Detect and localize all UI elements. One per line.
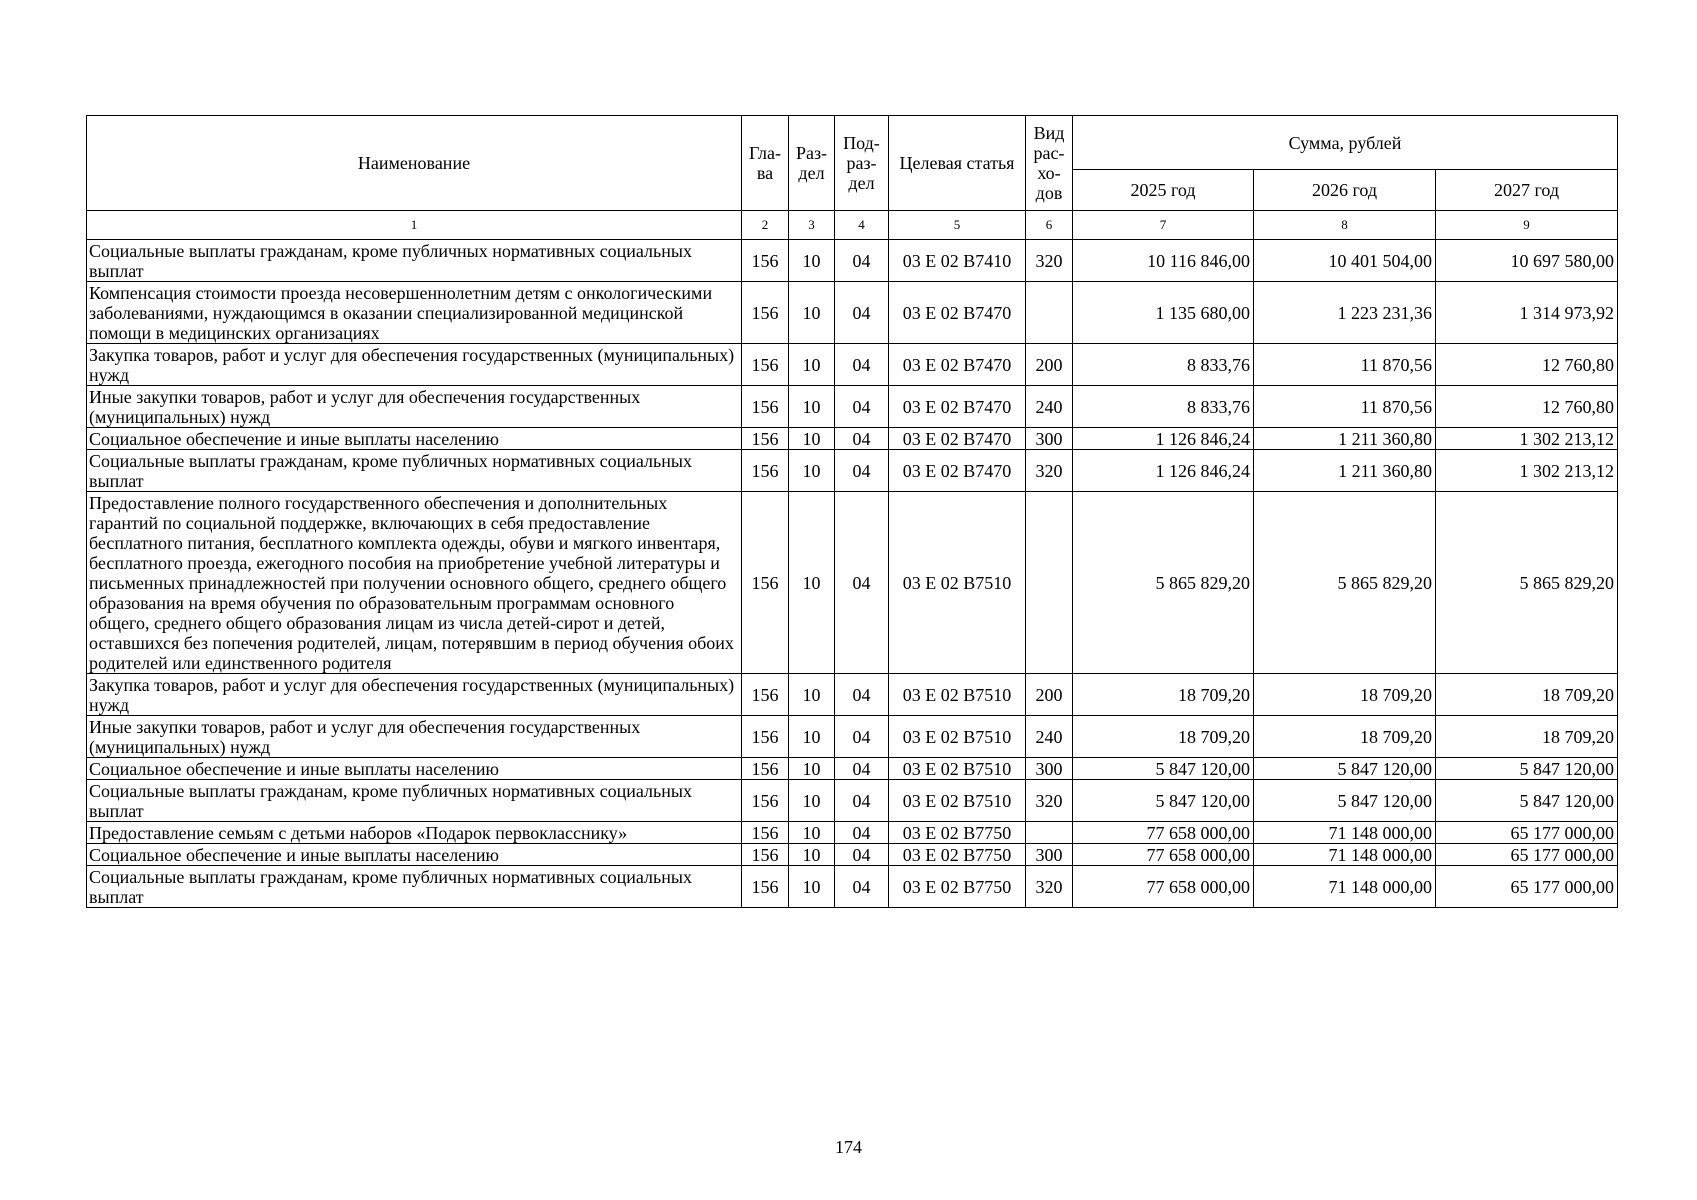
row-sum-2027-cell: 5 847 120,00 — [1436, 780, 1618, 822]
header-podrazdel: Под-раз-дел — [835, 116, 889, 211]
row-name-cell: Социальное обеспечение и иные выплаты населению — [87, 428, 742, 450]
table-row — [87, 344, 1618, 386]
row-glava-cell: 156 — [742, 844, 789, 866]
table-row — [87, 866, 1618, 908]
row-razdel-cell: 10 — [789, 844, 835, 866]
row-razdel-cell: 10 — [789, 240, 835, 282]
row-sum-2025-cell: 5 847 120,00 — [1073, 758, 1254, 780]
row-podrazdel-cell: 04 — [835, 450, 889, 492]
row-sum-2026-cell: 10 401 504,00 — [1254, 240, 1436, 282]
row-glava-cell: 156 — [742, 450, 789, 492]
row-name-cell: Закупка товаров, работ и услуг для обеспечения государственных (муниципальных) нужд — [87, 344, 742, 386]
row-sum-2027-cell: 65 177 000,00 — [1436, 844, 1618, 866]
row-sum-2027-cell: 1 302 213,12 — [1436, 428, 1618, 450]
row-vid-rashodov-cell: 200 — [1026, 344, 1073, 386]
row-sum-2025-cell: 5 847 120,00 — [1073, 780, 1254, 822]
row-celevaya-statya-cell: 03 Е 02 В7510 — [889, 492, 1026, 674]
row-name-cell: Социальные выплаты гражданам, кроме публичных нормативных социальных выплат — [87, 780, 742, 822]
row-podrazdel-cell: 04 — [835, 716, 889, 758]
table-row — [87, 780, 1618, 822]
row-sum-2026-cell: 5 847 120,00 — [1254, 758, 1436, 780]
row-podrazdel-cell: 04 — [835, 386, 889, 428]
row-sum-2025-cell: 8 833,76 — [1073, 386, 1254, 428]
row-sum-2026-cell: 5 865 829,20 — [1254, 492, 1436, 674]
row-sum-2025-cell: 8 833,76 — [1073, 344, 1254, 386]
row-sum-2027-cell: 1 314 973,92 — [1436, 282, 1618, 344]
row-razdel-cell: 10 — [789, 822, 835, 844]
row-glava-cell: 156 — [742, 428, 789, 450]
table-row — [87, 450, 1618, 492]
row-podrazdel-cell: 04 — [835, 758, 889, 780]
table-row — [87, 428, 1618, 450]
header-year-2025: 2025 год — [1073, 170, 1254, 211]
row-sum-2026-cell: 1 211 360,80 — [1254, 450, 1436, 492]
table-row — [87, 492, 1618, 674]
row-sum-2026-cell: 11 870,56 — [1254, 386, 1436, 428]
row-celevaya-statya-cell: 03 Е 02 В7470 — [889, 386, 1026, 428]
row-sum-2026-cell: 1 211 360,80 — [1254, 428, 1436, 450]
row-sum-2026-cell: 11 870,56 — [1254, 344, 1436, 386]
row-sum-2027-cell: 10 697 580,00 — [1436, 240, 1618, 282]
row-sum-2025-cell: 77 658 000,00 — [1073, 822, 1254, 844]
row-name-cell: Социальные выплаты гражданам, кроме публичных нормативных социальных выплат — [87, 240, 742, 282]
row-vid-rashodov-cell: 320 — [1026, 780, 1073, 822]
row-razdel-cell: 10 — [789, 282, 835, 344]
row-vid-rashodov-cell: 300 — [1026, 758, 1073, 780]
row-sum-2026-cell: 5 847 120,00 — [1254, 780, 1436, 822]
row-podrazdel-cell: 04 — [835, 282, 889, 344]
row-glava-cell: 156 — [742, 674, 789, 716]
row-vid-rashodov-cell: 320 — [1026, 240, 1073, 282]
row-glava-cell: 156 — [742, 866, 789, 908]
row-glava-cell: 156 — [742, 386, 789, 428]
row-podrazdel-cell: 04 — [835, 344, 889, 386]
row-sum-2027-cell: 18 709,20 — [1436, 716, 1618, 758]
row-sum-2025-cell: 1 135 680,00 — [1073, 282, 1254, 344]
row-celevaya-statya-cell: 03 Е 02 В7410 — [889, 240, 1026, 282]
row-sum-2027-cell: 18 709,20 — [1436, 674, 1618, 716]
table-row — [87, 240, 1618, 282]
row-glava-cell: 156 — [742, 282, 789, 344]
row-razdel-cell: 10 — [789, 758, 835, 780]
row-celevaya-statya-cell: 03 Е 02 В7470 — [889, 282, 1026, 344]
row-podrazdel-cell: 04 — [835, 844, 889, 866]
header-summa: Сумма, рублей — [1073, 116, 1618, 170]
row-celevaya-statya-cell: 03 Е 02 В7510 — [889, 716, 1026, 758]
row-razdel-cell: 10 — [789, 492, 835, 674]
row-sum-2026-cell: 71 148 000,00 — [1254, 866, 1436, 908]
column-number: 3 — [789, 211, 835, 240]
row-sum-2025-cell: 77 658 000,00 — [1073, 844, 1254, 866]
row-vid-rashodov-cell: 300 — [1026, 844, 1073, 866]
row-name-cell: Социальное обеспечение и иные выплаты населению — [87, 758, 742, 780]
header-glava: Гла-ва — [742, 116, 789, 211]
row-podrazdel-cell: 04 — [835, 492, 889, 674]
header-vid-rashodov: Вид рас-хо-дов — [1026, 116, 1073, 211]
row-celevaya-statya-cell: 03 Е 02 В7750 — [889, 844, 1026, 866]
row-sum-2026-cell: 18 709,20 — [1254, 716, 1436, 758]
page-number: 174 — [835, 1137, 862, 1157]
row-sum-2026-cell: 71 148 000,00 — [1254, 822, 1436, 844]
table-header — [87, 116, 1618, 240]
row-name-cell: Иные закупки товаров, работ и услуг для обеспечения государственных (муниципальных) нужд — [87, 716, 742, 758]
row-sum-2027-cell: 12 760,80 — [1436, 386, 1618, 428]
row-podrazdel-cell: 04 — [835, 780, 889, 822]
row-sum-2025-cell: 77 658 000,00 — [1073, 866, 1254, 908]
row-name-cell: Предоставление семьям с детьми наборов «Подарок первокласснику» — [87, 822, 742, 844]
table-body — [87, 240, 1618, 908]
row-sum-2025-cell: 1 126 846,24 — [1073, 428, 1254, 450]
row-sum-2027-cell: 65 177 000,00 — [1436, 866, 1618, 908]
row-vid-rashodov-cell — [1026, 822, 1073, 844]
row-podrazdel-cell: 04 — [835, 240, 889, 282]
row-name-cell: Социальные выплаты гражданам, кроме публичных нормативных социальных выплат — [87, 450, 742, 492]
row-celevaya-statya-cell: 03 Е 02 В7470 — [889, 450, 1026, 492]
row-celevaya-statya-cell: 03 Е 02 В7510 — [889, 674, 1026, 716]
column-number: 7 — [1073, 211, 1254, 240]
row-vid-rashodov-cell: 240 — [1026, 386, 1073, 428]
row-name-cell: Иные закупки товаров, работ и услуг для обеспечения государственных (муниципальных) нужд — [87, 386, 742, 428]
row-sum-2026-cell: 71 148 000,00 — [1254, 844, 1436, 866]
row-vid-rashodov-cell — [1026, 492, 1073, 674]
row-razdel-cell: 10 — [789, 450, 835, 492]
row-glava-cell: 156 — [742, 240, 789, 282]
row-glava-cell: 156 — [742, 822, 789, 844]
column-number: 1 — [87, 211, 742, 240]
row-razdel-cell: 10 — [789, 344, 835, 386]
table-row — [87, 844, 1618, 866]
header-year-2026: 2026 год — [1254, 170, 1436, 211]
table-row — [87, 822, 1618, 844]
row-name-cell: Социальное обеспечение и иные выплаты населению — [87, 844, 742, 866]
row-podrazdel-cell: 04 — [835, 822, 889, 844]
row-razdel-cell: 10 — [789, 386, 835, 428]
row-glava-cell: 156 — [742, 492, 789, 674]
row-podrazdel-cell: 04 — [835, 866, 889, 908]
row-sum-2025-cell: 1 126 846,24 — [1073, 450, 1254, 492]
column-number: 2 — [742, 211, 789, 240]
row-vid-rashodov-cell — [1026, 282, 1073, 344]
header-name: Наименование — [87, 116, 742, 211]
header-year-2027: 2027 год — [1436, 170, 1618, 211]
row-celevaya-statya-cell: 03 Е 02 В7510 — [889, 758, 1026, 780]
row-podrazdel-cell: 04 — [835, 674, 889, 716]
row-name-cell: Закупка товаров, работ и услуг для обеспечения государственных (муниципальных) нужд — [87, 674, 742, 716]
budget-table — [86, 115, 1618, 908]
row-sum-2027-cell: 5 865 829,20 — [1436, 492, 1618, 674]
column-numbers-row — [87, 211, 1618, 240]
table-row — [87, 674, 1618, 716]
row-glava-cell: 156 — [742, 344, 789, 386]
row-sum-2027-cell: 5 847 120,00 — [1436, 758, 1618, 780]
row-sum-2025-cell: 18 709,20 — [1073, 716, 1254, 758]
table-row — [87, 282, 1618, 344]
table-row — [87, 386, 1618, 428]
row-celevaya-statya-cell: 03 Е 02 В7750 — [889, 822, 1026, 844]
row-name-cell: Предоставление полного государственного обеспечения и дополнительных гарантий по социальной поддержке, включающих в себя предоставление бесплатного питания, бесплатного комплекта одежды, обуви и мягкого инвентаря, бесплатного проезда, ежегодного пособия на приобретение учебной литературы и письменных принадлежностей при получении основного общего, среднего общего образования на время обучения по образовательным программам основного общего, среднего общего образования лицам из числа детей-сирот и детей, оставшихся без попечения родителей, лицам, потерявшим в период обучения обоих родителей или единственного родителя — [87, 492, 742, 674]
row-vid-rashodov-cell: 300 — [1026, 428, 1073, 450]
row-sum-2025-cell: 10 116 846,00 — [1073, 240, 1254, 282]
row-celevaya-statya-cell: 03 Е 02 В7470 — [889, 344, 1026, 386]
row-razdel-cell: 10 — [789, 780, 835, 822]
row-vid-rashodov-cell: 320 — [1026, 450, 1073, 492]
row-sum-2025-cell: 18 709,20 — [1073, 674, 1254, 716]
column-number: 6 — [1026, 211, 1073, 240]
row-vid-rashodov-cell: 200 — [1026, 674, 1073, 716]
row-razdel-cell: 10 — [789, 674, 835, 716]
row-sum-2026-cell: 1 223 231,36 — [1254, 282, 1436, 344]
row-vid-rashodov-cell: 320 — [1026, 866, 1073, 908]
row-razdel-cell: 10 — [789, 428, 835, 450]
row-glava-cell: 156 — [742, 780, 789, 822]
column-number: 8 — [1254, 211, 1436, 240]
column-number: 9 — [1436, 211, 1618, 240]
row-sum-2027-cell: 12 760,80 — [1436, 344, 1618, 386]
row-glava-cell: 156 — [742, 758, 789, 780]
column-number: 5 — [889, 211, 1026, 240]
row-glava-cell: 156 — [742, 716, 789, 758]
row-podrazdel-cell: 04 — [835, 428, 889, 450]
row-celevaya-statya-cell: 03 Е 02 В7750 — [889, 866, 1026, 908]
row-vid-rashodov-cell: 240 — [1026, 716, 1073, 758]
row-sum-2027-cell: 65 177 000,00 — [1436, 822, 1618, 844]
header-celevaya-statya: Целевая статья — [889, 116, 1026, 211]
row-name-cell: Социальные выплаты гражданам, кроме публичных нормативных социальных выплат — [87, 866, 742, 908]
table-row — [87, 716, 1618, 758]
row-sum-2027-cell: 1 302 213,12 — [1436, 450, 1618, 492]
column-number: 4 — [835, 211, 889, 240]
row-razdel-cell: 10 — [789, 866, 835, 908]
row-sum-2026-cell: 18 709,20 — [1254, 674, 1436, 716]
row-sum-2025-cell: 5 865 829,20 — [1073, 492, 1254, 674]
row-name-cell: Компенсация стоимости проезда несовершеннолетним детям с онкологическими заболеваниями, нуждающимся в оказании специализированной медицинской помощи в медицинских организациях — [87, 282, 742, 344]
header-razdel: Раз-дел — [789, 116, 835, 211]
row-celevaya-statya-cell: 03 Е 02 В7470 — [889, 428, 1026, 450]
table-row — [87, 758, 1618, 780]
row-razdel-cell: 10 — [789, 716, 835, 758]
row-celevaya-statya-cell: 03 Е 02 В7510 — [889, 780, 1026, 822]
